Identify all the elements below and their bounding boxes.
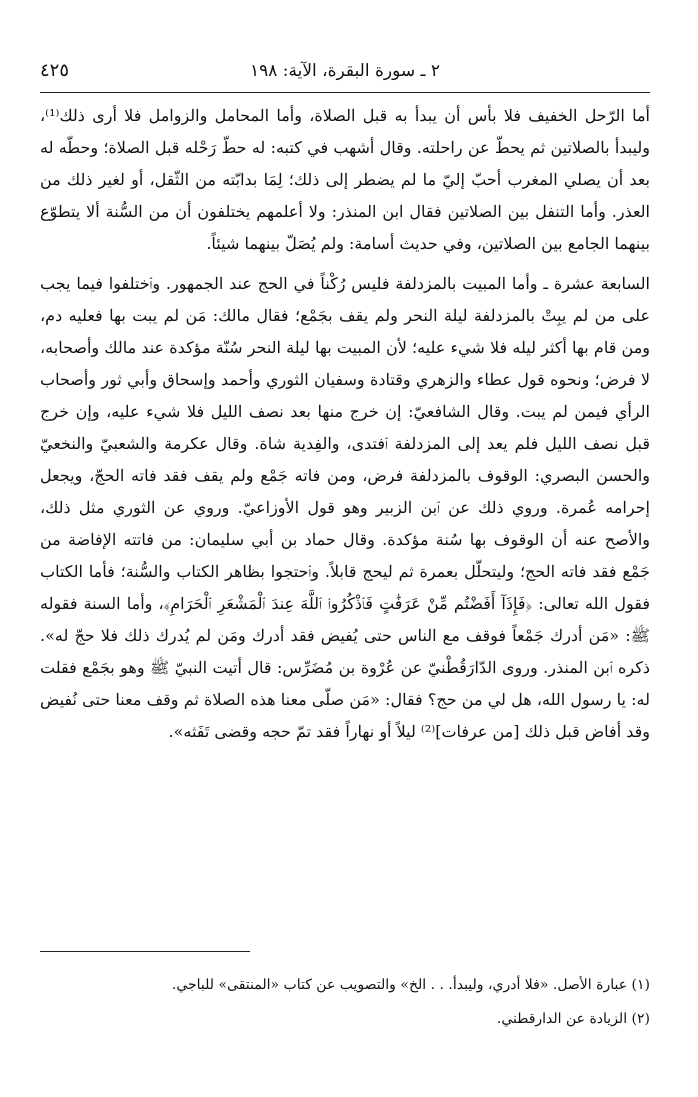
paragraph: أما الرّحل الخفيف فلا بأس أن يبدأ به قبل الصلاة، وأما المحامل والزوامل فلا أرى ذلك⁽¹⁾، وليبدأ بالصلاتين ثم يحطّ عن راحلته. وقال أشهب في كتبه: له حطّ رَحْله قبل الصلاة؛ وحطّه له بعد أن يصلي المغرب أحبّ إليّ ما لم يضطر إلى ذلك؛ لِمَا بدابّته من الثّقل، أو لغير ذلك من العذر. وأما التنفل بين الصلاتين فقال ابن المنذر: ولا أعلمهم يختلفون أن من السُّنة ألا يتطوّع بينهما الجامع بين الصلاتين، وفي حديث أسامة: ولم يُصَلّ بينهما شيئاً. [40, 106, 651, 253]
header-divider [40, 92, 650, 93]
main-text [40, 100, 650, 748]
running-title: ٢ ـ سورة البقرة، الآية: ١٩٨ [249, 61, 441, 81]
footnote: (٢) الزيادة عن الدارقطني. [496, 1011, 650, 1027]
page-header [40, 56, 650, 86]
paragraph: السابعة عشرة ـ وأما المبيت بالمزدلفة فليس رُكْناً في الحج عند الجمهور. وٱختلفوا فيما يجب على من لم يبِتْ بالمزدلفة ليلة النحر ولم يقف بجَمْع؛ فقال مالك: مَن لم يبت بها فعليه دم، ومن قام بها أكثر ليله فلا شيء عليه؛ لأن المبيت بها ليلة النحر سُنّة مؤكدة عند مالك وأصحابه، لا فرض؛ ونحوه قول عطاء والزهري وقتادة وسفيان الثوري وأحمد وإسحاق وأبي ثور وأصحاب الرأي فيمن لم يبت. وقال الشافعيّ: إن خرج منها بعد نصف الليل فلا شيء عليه، وإن خرج قبل نصف الليل فلم يعد إلى المزدلفة ٱفتدى، والفِدية شاة. وقال عكرمة والشعبيّ والنخعيّ والحسن البصري: الوقوف بالمزدلفة فرض، ومن فاته جَمْع ولم يقف فقد فاته الحجّ، ويجعل إحرامه عُمرة. وروي ذلك عن ٱبن الزبير وهو قول الأوزاعيّ. وروي عن الثوري مثل ذلك، والأصح عنه أن الوقوف بها سُنة مؤكدة. وقال حماد بن أبي سليمان: من فاتته الإفاضة من جَمْع فقد فاته الحج؛ وليتحلّل بعمرة ثم ليحج قابلاً. وٱحتجوا بظاهر الكتاب والسُّنة؛ فأما الكتاب فقول الله تعالى: ﴿فَإِذَآ أَفَضْتُم مِّنْ عَرَفَٰتٍ فَٱذْكُرُوا۟ ٱللَّهَ عِندَ ٱلْمَشْعَرِ ٱلْحَرَامِ﴾، وأما السنة فقوله ﷺ: «مَن أدرك جَمْعاً فوقف مع الناس حتى يُفيض فقد أدرك ومَن لم يُدرك ذلك فلا حجّ له». ذكره ٱبن المنذر. وروى الدّارَقُطْنيّ عن عُرْوة بن مُضَرِّس: قال أتيت النبيّ ﷺ وهو بجَمْع فقلت له: يا رسول الله، هل لي من حج؟ فقال: «مَن صلّى معنا هذه الصلاة ثم وقف معنا حتى نُفيض وقد أفاض قبل ذلك [من عرفات]⁽²⁾ ليلاً أو نهاراً فقد تمّ حجه وقضى تَفَثه». [40, 274, 651, 741]
footnotes [40, 968, 650, 1036]
footnote: (١) عبارة الأصل. «فلا أدري، وليبدأ. . . الخ» والتصويب عن كتاب «المنتقى» للباجي. [171, 977, 650, 993]
footnote-divider [40, 951, 250, 952]
page-number: ٤٢٥ [40, 60, 70, 81]
